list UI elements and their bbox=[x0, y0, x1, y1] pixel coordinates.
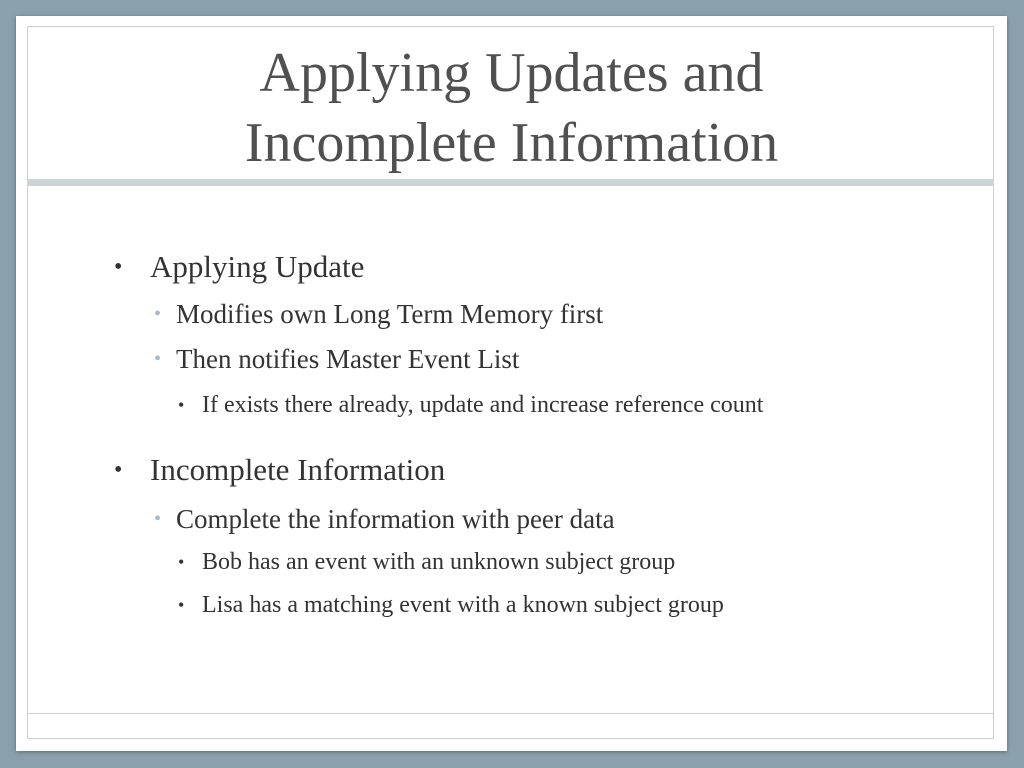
sub-sub-bullet-lisa: Lisa has a matching event with a known subject group bbox=[202, 592, 724, 618]
bullet-applying-update: Applying Update bbox=[150, 249, 365, 284]
sub-sub-bullet-bob: Bob has an event with an unknown subject group bbox=[202, 549, 676, 575]
sub-sub-bullet-reference-count: If exists there already, update and increase reference count bbox=[202, 392, 764, 418]
bullet-incomplete-information: Incomplete Information bbox=[150, 452, 446, 487]
sub-bullet-modifies-memory: Modifies own Long Term Memory first bbox=[176, 299, 604, 329]
slide bbox=[16, 16, 1007, 751]
slide-title-line-1: Applying Updates and bbox=[259, 42, 764, 104]
slide-body bbox=[16, 16, 1007, 751]
sub-sub-bullet-icon: • bbox=[178, 595, 185, 615]
sub-bullet-icon: • bbox=[154, 508, 162, 530]
sub-sub-bullet-icon: • bbox=[178, 552, 185, 572]
footer-divider bbox=[27, 713, 994, 714]
sub-bullet-icon: • bbox=[154, 303, 162, 325]
sub-bullet-notifies-master: Then notifies Master Event List bbox=[176, 344, 520, 374]
sub-sub-bullet-icon: • bbox=[178, 395, 185, 415]
slide-title-line-2: Incomplete Information bbox=[244, 112, 779, 174]
sub-bullet-peer-data: Complete the information with peer data bbox=[176, 504, 615, 534]
bullet-icon: • bbox=[114, 457, 123, 483]
sub-bullet-icon: • bbox=[154, 348, 162, 370]
bullet-icon: • bbox=[114, 254, 123, 280]
